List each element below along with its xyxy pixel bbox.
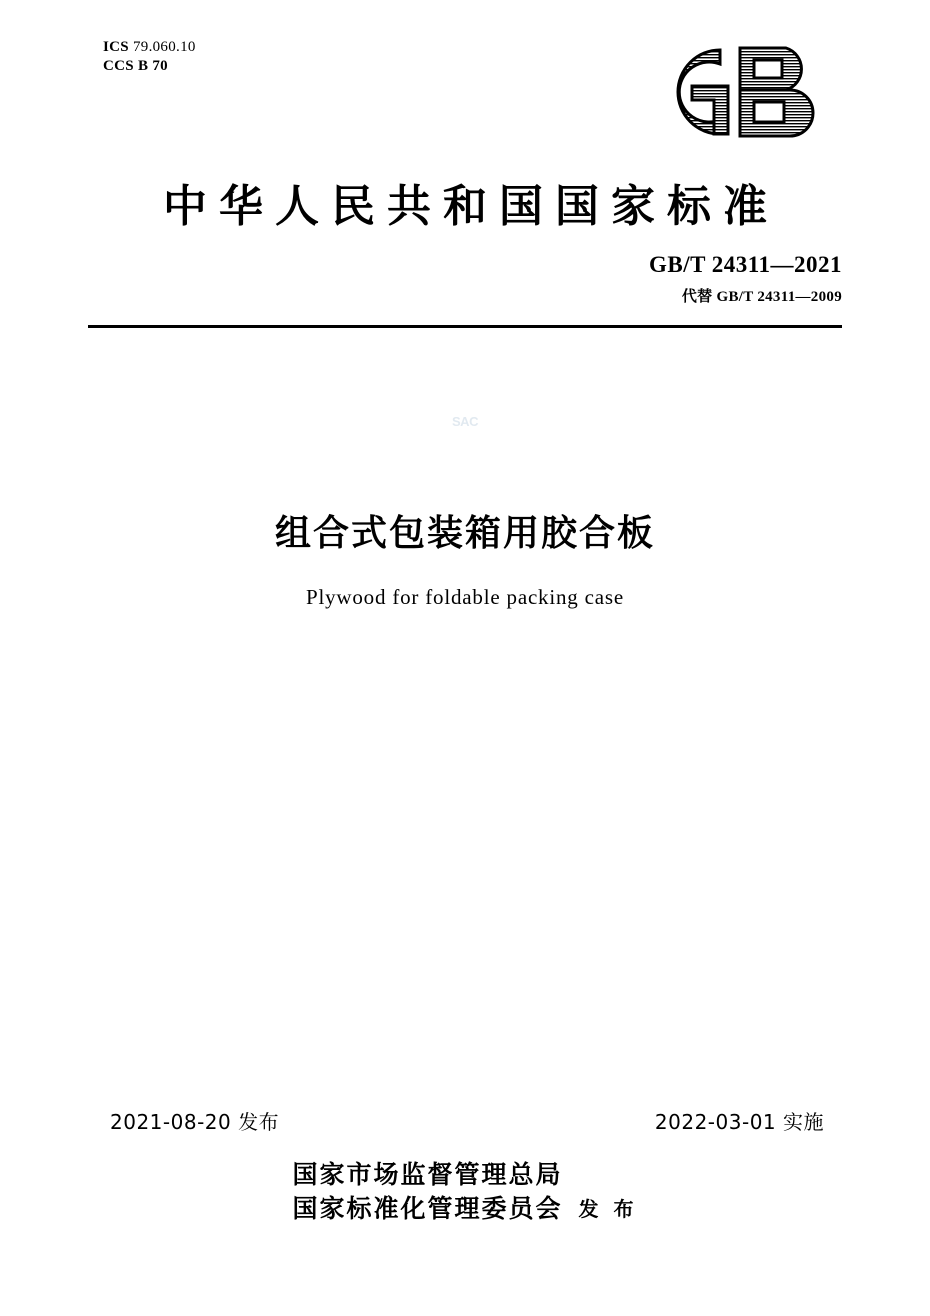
ccs-value: B 70 [137, 58, 168, 74]
ics-code-line [103, 38, 196, 57]
issuer-block [0, 1158, 930, 1226]
gb-emblem-icon [642, 42, 832, 142]
sac-watermark-text: SAC [452, 414, 478, 429]
implementation-date: 2022-03-01 实施 [654, 1110, 824, 1134]
classification-codes [103, 38, 196, 76]
standard-number: GB/T 24311—2021 [648, 252, 842, 277]
ics-label: ICS [103, 39, 129, 55]
sac-watermark-icon [447, 405, 483, 439]
ccs-code-line [103, 57, 196, 76]
ccs-label: CCS [103, 58, 134, 74]
document-title-chinese: 组合式包装箱用胶合板 [274, 513, 655, 554]
ics-value: 79.060.10 [132, 39, 196, 55]
issuer-names [293, 1158, 563, 1226]
header-divider [88, 325, 842, 328]
issuer-line-1: 国家市场监督管理总局 [292, 1160, 563, 1189]
issuer-line-2: 国家标准化管理委员会 [292, 1194, 563, 1223]
standard-replaces: 代替 GB/T 24311—2009 [681, 289, 842, 305]
document-title-english: Plywood for foldable packing case [306, 585, 624, 609]
issue-date: 2021-08-20 发布 [110, 1110, 280, 1134]
national-standard-title: 中华人民共和国国家标准 [163, 181, 779, 232]
publish-label: 发 布 [578, 1197, 638, 1221]
